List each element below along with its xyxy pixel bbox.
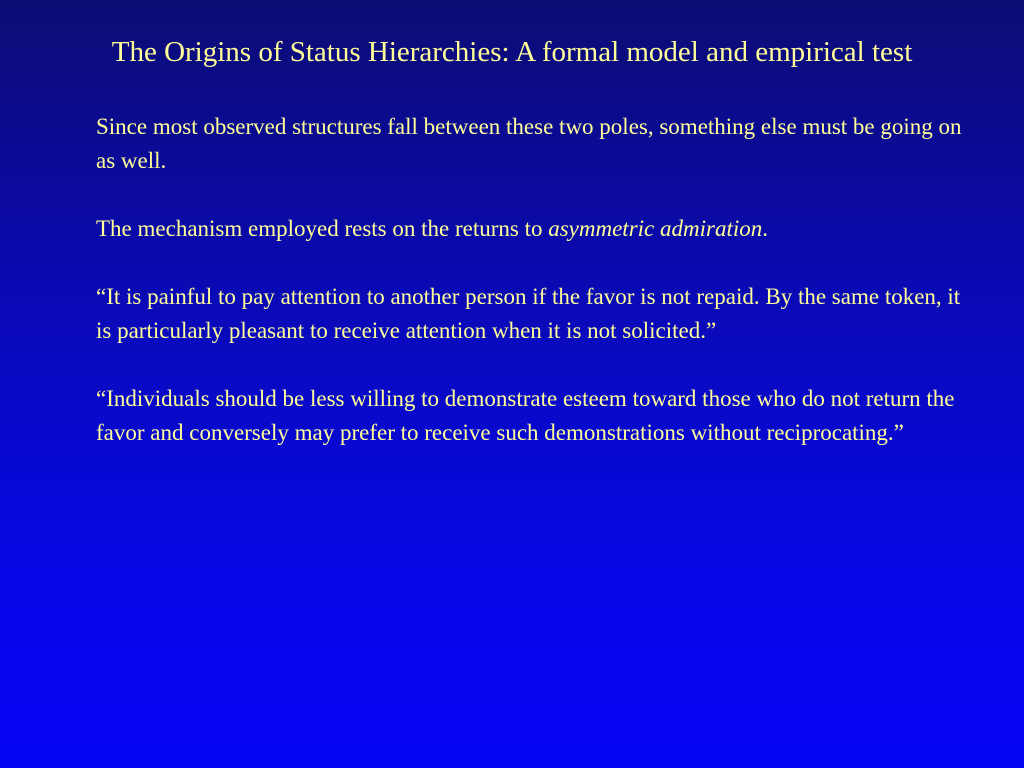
- quote-attention: “It is painful to pay attention to another person if the favor is not repaid. By the same token, it is particularly pleasant to receive attention when it is not solicited.”: [96, 284, 961, 343]
- asymmetric-admiration-term: asymmetric admiration: [548, 216, 763, 241]
- quote-esteem: “Individuals should be less willing to demonstrate esteem toward those who do not return the favor and conversely may prefer to receive such demonstrations without reciprocating.”: [96, 386, 955, 445]
- slide-body: [96, 110, 976, 450]
- mechanism-period: .: [762, 216, 768, 241]
- slide-title: The Origins of Status Hierarchies: A formal model and empirical test: [111, 36, 913, 68]
- mechanism-text: The mechanism employed rests on the returns to: [96, 216, 549, 241]
- paragraph-poles: Since most observed structures fall between these two poles, something else must be going on as well.: [96, 114, 962, 173]
- paragraph-mechanism: [96, 212, 976, 246]
